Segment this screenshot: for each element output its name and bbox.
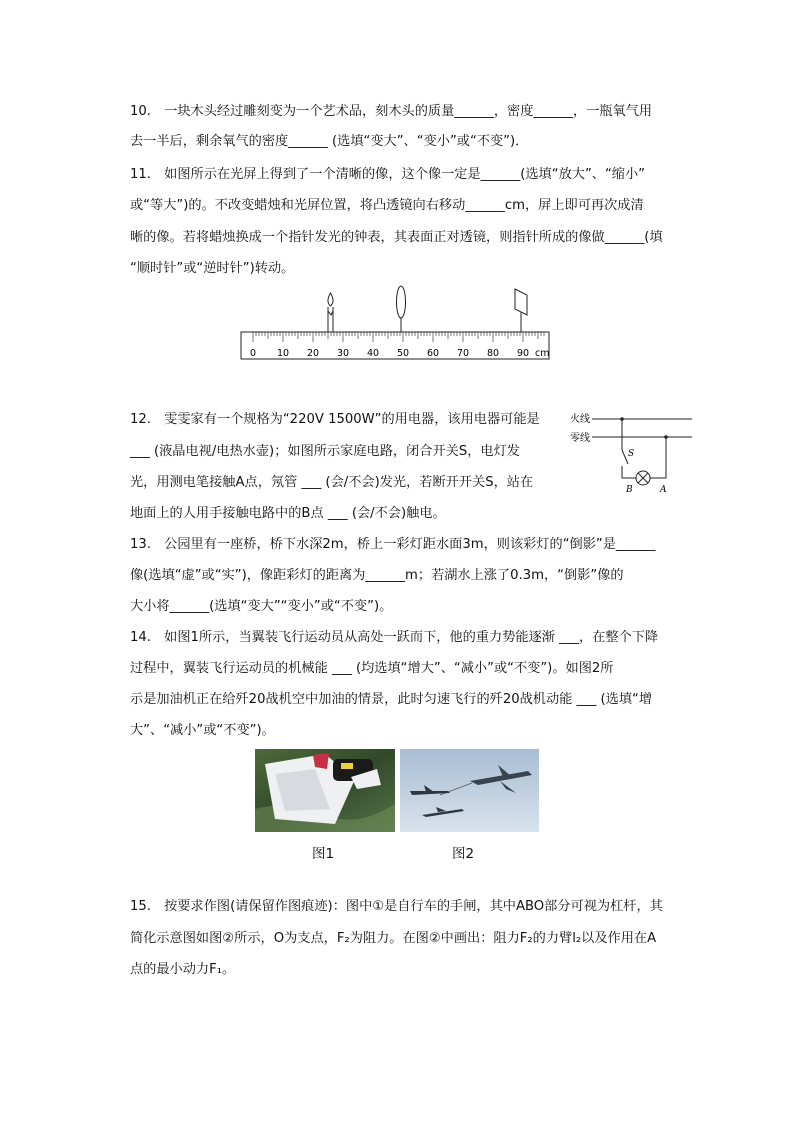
ruler-tick-label: 70 bbox=[456, 348, 470, 359]
ruler-tick-label: 80 bbox=[486, 348, 500, 359]
ruler-tick-label: 30 bbox=[336, 348, 350, 359]
q12-line-4: 地面上的人用手接触电路中的B点 ___ (会/不会)触电。 bbox=[130, 506, 446, 521]
ruler-tick-label: 10 bbox=[276, 348, 290, 359]
ruler-unit-label: cm bbox=[535, 348, 550, 359]
aerial-refueling-photo bbox=[400, 749, 539, 832]
q15-line-3: 点的最小动力F₁。 bbox=[130, 962, 236, 977]
convex-lens-icon bbox=[397, 286, 406, 332]
switch-label: S bbox=[628, 449, 635, 459]
wingsuit-photo bbox=[255, 749, 395, 832]
ruler-tick-label: 60 bbox=[426, 348, 440, 359]
q11-line-3: 晰的像。若将蜡烛换成一个指针发光的钟表，其表面正对透镜，则指针所成的像做______(填 bbox=[130, 230, 663, 245]
neutral-wire-label: 零线 bbox=[570, 433, 590, 444]
ruler-tick-label: 50 bbox=[396, 348, 410, 359]
optical-bench-figure bbox=[236, 285, 556, 365]
figure-1-caption: 图1 bbox=[312, 846, 335, 862]
q10-line-2: 去一半后，剩余氧气的密度______ (选填“变大”、“变小”或“不变”)． bbox=[130, 134, 529, 149]
point-a-label: A bbox=[660, 485, 667, 495]
ruler-tick-label: 0 bbox=[249, 348, 257, 359]
q14-line-3: 示是加油机正在给歼20战机空中加油的情景，此时匀速飞行的歼20战机动能 ___ (选填“增 bbox=[130, 692, 653, 707]
ruler-tick-label: 90 bbox=[516, 348, 530, 359]
q12-line-3: 光，用测电笔接触A点，氖管 ___ (会/不会)发光，若断开开关S，站在 bbox=[130, 475, 534, 490]
q15-line-1: 15. 按要求作图(请保留作图痕迹)：图中①是自行车的手闸，其中ABO部分可视为杠杆，其 bbox=[130, 899, 663, 914]
q12-line-2: ___ (液晶电视/电热水壶)；如图所示家庭电路，闭合开关S，电灯发 bbox=[130, 444, 520, 459]
q13-line-2: 像(选填“虚”或“实”)，像距彩灯的距离为______m；若湖水上涨了0.3m，“倒影”像的 bbox=[130, 568, 624, 583]
q14-line-4: 大”、“减小”或“不变”)。 bbox=[130, 723, 275, 738]
q13-line-3: 大小将______(选填“变大”“变小”或“不变”)。 bbox=[130, 599, 393, 614]
light-screen-icon bbox=[515, 289, 527, 332]
q12-line-1: 12. 雯雯家有一个规格为“220V 1500W”的用电器，该用电器可能是 bbox=[130, 412, 540, 427]
lamp-icon bbox=[636, 471, 650, 485]
q13-line-1: 13. 公园里有一座桥，桥下水深2m，桥上一彩灯距水面3m，则该彩灯的“倒影”是______ bbox=[130, 537, 656, 552]
q14-line-2: 过程中，翼装飞行运动员的机械能 ___ (均选填“增大”、“减小”或“不变”)。如图2所 bbox=[130, 661, 614, 676]
q11-line-1: 11. 如图所示在光屏上得到了一个清晰的像，这个像一定是______(选填“放大”、“缩小” bbox=[130, 167, 646, 182]
candle-icon bbox=[328, 293, 333, 332]
point-b-label: B bbox=[626, 485, 633, 495]
household-circuit-figure bbox=[568, 408, 698, 498]
q10-line-1: 10. 一块木头经过雕刻变为一个艺术品，刻木头的质量______，密度______，一瓶氧气用 bbox=[130, 104, 653, 119]
q15-line-2: 简化示意图如图②所示，O为支点，F₂为阻力。在图②中画出：阻力F₂的力臂l₂以及作用在A bbox=[130, 931, 657, 946]
ruler-tick-label: 40 bbox=[366, 348, 380, 359]
ruler-tick-label: 20 bbox=[306, 348, 320, 359]
figure-2-caption: 图2 bbox=[452, 846, 475, 862]
live-wire-label: 火线 bbox=[570, 414, 590, 425]
q14-line-1: 14. 如图1所示，当翼装飞行运动员从高处一跃而下，他的重力势能逐渐 ___，在整个下降 bbox=[130, 630, 659, 645]
q11-line-2: 或“等大”)的。不改变蜡烛和光屏位置，将凸透镜向右移动______cm，屏上即可再次成清 bbox=[130, 198, 644, 213]
q11-line-4: “顺时针”或“逆时针”)转动。 bbox=[130, 261, 295, 276]
